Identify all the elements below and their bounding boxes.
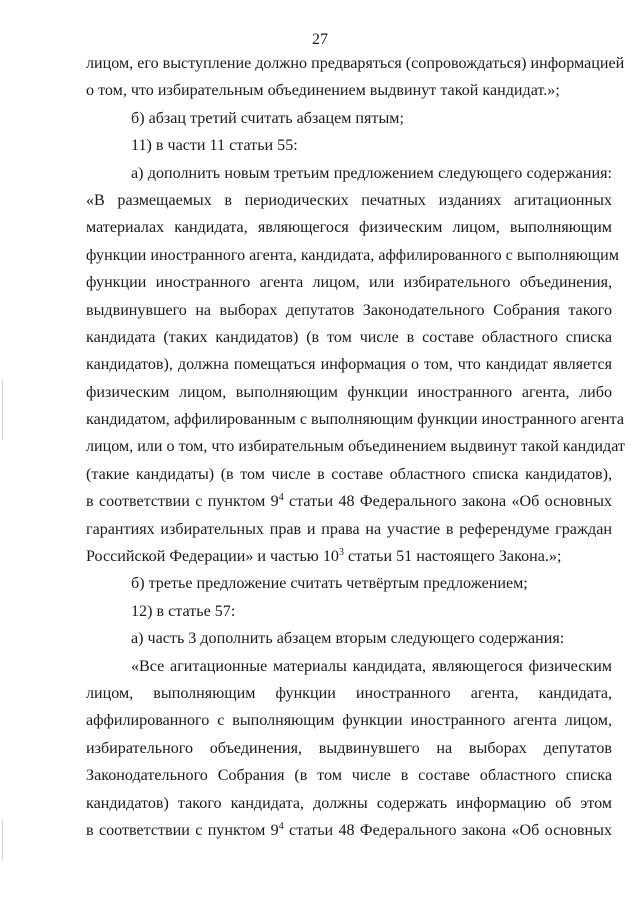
text-line: 12) в статье 57: [131,602,236,620]
page-number: 27 [312,31,328,48]
text-line-with-superscript [86,543,612,570]
superscript: 4 [278,492,284,504]
text-line: а) дополнить новым третьим предложением следующего содержания: [131,164,612,182]
text-line: б) третье предложение считать четвёртым предложением; [131,575,528,593]
text-fragment: статьи 51 настоящего Закона.»; [343,548,562,566]
text-line: кандидатов), должна помещаться информация о том, что кандидат является [86,356,612,374]
text-line: о том, что избирательным объединением выдвинут такой кандидат.»; [86,82,560,100]
text-fragment: в соответствии с пунктом 9 [86,493,279,511]
text-line: (такие кандидаты) (в том числе в составе областного списка кандидатов), [86,465,612,483]
text-line: кандидатов) такого кандидата, должны содержать информацию об этом [86,794,612,812]
text-line: физическим лицом, выполняющим функции иностранного агента, либо [86,383,612,401]
text-line-with-superscript [86,817,612,844]
text-fragment: статьи 48 Федерального закона «Об основных [283,493,613,511]
text-line: 11) в части 11 статьи 55: [131,137,298,155]
text-fragment: в соответствии с пунктом 9 [86,821,279,839]
text-line: лицом, выполняющим функции иностранного агента, кандидата, [86,684,612,702]
superscript: 3 [338,547,344,559]
scan-edge-mark [2,820,3,860]
scan-edge-mark [2,380,3,440]
text-line: функции иностранного агента лицом, или избирательного объединения, [86,274,612,292]
text-line: «В размещаемых в периодических печатных изданиях агитационных [86,191,612,209]
text-line: избирательного объединения, выдвинувшего на выборах депутатов [86,739,612,757]
text-line: лицом, или о том, что избирательным объединением выдвинут такой кандидат [86,438,625,456]
superscript: 4 [278,820,284,832]
text-line: Законодательного Собрания (в том числе в составе областного списка [86,767,612,785]
text-line-with-superscript [86,488,612,515]
text-line: кандидата (таких кандидатов) (в том числе в составе областного списка [86,328,612,346]
text-line: б) абзац третий считать абзацем пятым; [131,109,404,127]
text-line: а) часть 3 дополнить абзацем вторым следующего содержания: [131,630,565,648]
text-line: материалах кандидата, являющегося физическим лицом, выполняющим [86,219,612,237]
text-line: функции иностранного агента, кандидата, аффилированного с выполняющим [86,246,619,264]
text-line: гарантиях избирательных прав и права на участие в референдуме граждан [86,520,612,538]
text-line: «Все агитационные материалы кандидата, являющегося физическим [131,657,612,675]
text-line: кандидатом, аффилированным с выполняющим функции иностранного агента [86,411,624,429]
text-fragment: Российской Федерации» и частью 10 [86,548,339,566]
document-body [86,50,625,844]
text-line: выдвинувшего на выборах депутатов Законодательного Собрания такого [86,301,612,319]
text-line: аффилированного с выполняющим функции иностранного агента лицом, [86,712,612,730]
text-line: лицом, его выступление должно предваряться (сопровождаться) информацией [86,55,625,72]
text-fragment: статьи 48 Федерального закона «Об основных [283,821,613,839]
